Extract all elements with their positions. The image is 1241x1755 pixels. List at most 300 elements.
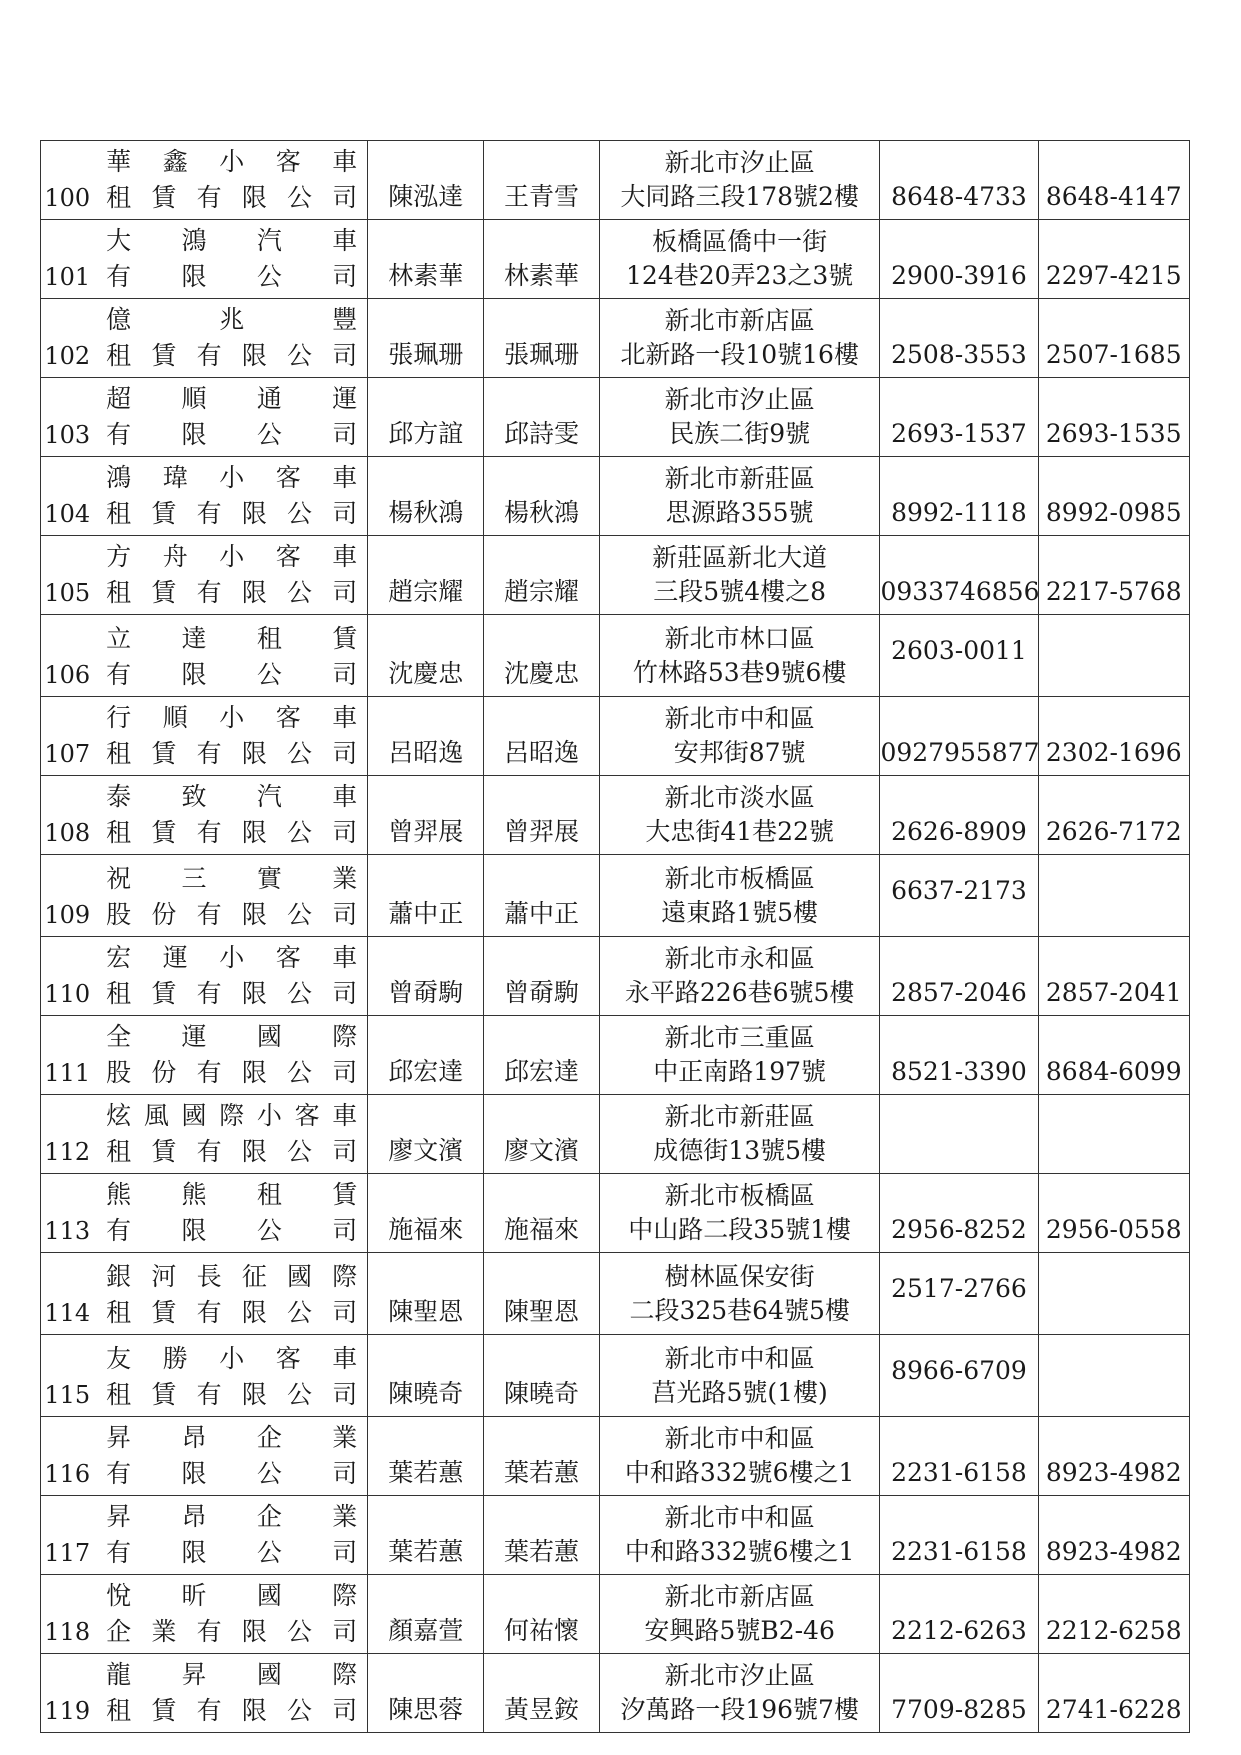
company-name-char: 限 bbox=[241, 1616, 267, 1646]
contact-cell bbox=[484, 457, 600, 536]
representative-name: 施福來 bbox=[388, 1215, 464, 1244]
company-name-char: 小 bbox=[219, 541, 245, 571]
phone-cell bbox=[880, 1496, 1038, 1575]
row-number bbox=[41, 457, 97, 536]
address-line-2: 竹林路53巷9號6樓 bbox=[632, 657, 847, 687]
company-name-char: 國 bbox=[256, 1659, 282, 1689]
phone-cell bbox=[880, 1654, 1038, 1733]
fax-cell bbox=[1038, 536, 1189, 615]
contact-cell bbox=[484, 1575, 600, 1654]
company-name-char: 租 bbox=[106, 1297, 132, 1327]
company-name-char: 公 bbox=[287, 498, 313, 528]
address-line-2: 民族二街9號 bbox=[669, 419, 811, 448]
company-name-char: 運 bbox=[162, 942, 188, 972]
phone-number: 2626-8909 bbox=[891, 817, 1027, 846]
representative-name: 邱宏達 bbox=[388, 1057, 464, 1086]
company-name-char: 征 bbox=[241, 1261, 267, 1291]
row-number-text: 116 bbox=[44, 1460, 91, 1488]
representative-name: 陳聖恩 bbox=[388, 1297, 464, 1326]
company-name-char: 友 bbox=[106, 1343, 132, 1373]
company-name-char: 司 bbox=[332, 1616, 358, 1646]
address-line-2: 大忠街41巷22號 bbox=[645, 817, 834, 846]
representative-cell bbox=[368, 536, 484, 615]
company-name-char: 公 bbox=[287, 978, 313, 1008]
company-name-line-2 bbox=[106, 495, 357, 531]
company-name-line-2 bbox=[106, 1054, 357, 1090]
company-name-char: 昕 bbox=[181, 1580, 207, 1610]
company-name-char: 熊 bbox=[106, 1179, 132, 1209]
representative-cell bbox=[368, 1095, 484, 1174]
representative-cell bbox=[368, 1253, 484, 1335]
company-name-line-1 bbox=[106, 1340, 357, 1376]
row-number-text: 100 bbox=[44, 184, 91, 212]
address-cell bbox=[599, 1417, 880, 1496]
table-row bbox=[41, 615, 1190, 697]
contact-name: 邱詩雯 bbox=[503, 419, 579, 448]
company-name-line-1 bbox=[106, 1419, 357, 1455]
phone-cell bbox=[880, 1016, 1038, 1095]
company-name-char: 公 bbox=[287, 1695, 313, 1725]
company-name-char: 客 bbox=[275, 541, 301, 571]
fax-cell bbox=[1038, 1174, 1189, 1253]
row-number-text: 105 bbox=[44, 579, 91, 607]
company-name-char: 限 bbox=[241, 498, 267, 528]
contact-cell bbox=[484, 1496, 600, 1575]
phone-cell bbox=[880, 141, 1038, 220]
row-number bbox=[41, 1335, 97, 1417]
row-number bbox=[41, 855, 97, 937]
company-name-char: 租 bbox=[106, 577, 132, 607]
phone-number: 7709-8285 bbox=[891, 1695, 1027, 1724]
representative-name: 楊秋鴻 bbox=[388, 498, 464, 527]
company-name-char: 限 bbox=[181, 1215, 207, 1245]
company-name-char: 公 bbox=[256, 419, 282, 449]
address-line-1: 新北市中和區 bbox=[664, 704, 815, 733]
company-name-char: 公 bbox=[256, 1537, 282, 1567]
company-name-char: 租 bbox=[106, 978, 132, 1008]
address-cell bbox=[599, 1335, 880, 1417]
fax-cell bbox=[1038, 776, 1189, 855]
fax-number: 2741-6228 bbox=[1045, 1695, 1182, 1724]
company-name-char: 賃 bbox=[151, 817, 177, 847]
phone-cell bbox=[880, 378, 1038, 457]
company-name-line-1 bbox=[106, 620, 357, 656]
company-name-char: 有 bbox=[196, 1057, 222, 1087]
company-name-line-2 bbox=[106, 1692, 357, 1728]
company-name-char: 司 bbox=[332, 1379, 358, 1409]
table-row bbox=[41, 1095, 1190, 1174]
company-name-char: 限 bbox=[241, 1297, 267, 1327]
row-number bbox=[41, 536, 97, 615]
company-name-line-1 bbox=[106, 380, 357, 416]
row-number bbox=[41, 1496, 97, 1575]
company-name-char: 車 bbox=[332, 942, 358, 972]
company-name-char: 長 bbox=[196, 1261, 222, 1291]
company-name-char: 租 bbox=[106, 340, 132, 370]
row-number bbox=[41, 1654, 97, 1733]
company-name-char: 龍 bbox=[106, 1659, 132, 1689]
company-name-char: 司 bbox=[332, 419, 358, 449]
fax-cell bbox=[1038, 378, 1189, 457]
company-name-line-1 bbox=[106, 1577, 357, 1613]
company-name-char: 公 bbox=[287, 1297, 313, 1327]
company-name-char: 租 bbox=[106, 1695, 132, 1725]
company-name-char: 鑫 bbox=[162, 146, 188, 176]
row-number-text: 110 bbox=[44, 980, 91, 1008]
contact-cell bbox=[484, 937, 600, 1016]
table-row bbox=[41, 1174, 1190, 1253]
address-line-2: 中山路二段35號1樓 bbox=[628, 1215, 852, 1244]
address-line-2: 遠東路1號5樓 bbox=[661, 897, 819, 927]
row-number bbox=[41, 1253, 97, 1335]
row-number bbox=[41, 220, 97, 299]
company-name-char: 客 bbox=[275, 462, 301, 492]
phone-cell bbox=[880, 776, 1038, 855]
company-name-char: 悅 bbox=[106, 1580, 132, 1610]
address-cell bbox=[599, 697, 880, 776]
company-name-char: 通 bbox=[256, 383, 282, 413]
company-name-char: 順 bbox=[181, 383, 207, 413]
contact-name: 陳曉奇 bbox=[503, 1379, 579, 1408]
contact-cell bbox=[484, 299, 600, 378]
representative-cell bbox=[368, 141, 484, 220]
company-name-char: 車 bbox=[332, 702, 358, 732]
company-name-line-2 bbox=[106, 814, 357, 850]
company-name-char: 有 bbox=[196, 817, 222, 847]
company-name-char: 賃 bbox=[151, 498, 177, 528]
representative-name: 陳曉奇 bbox=[388, 1379, 464, 1408]
phone-cell bbox=[880, 1335, 1038, 1417]
address-line-1: 新北市汐止區 bbox=[664, 1661, 815, 1690]
company-name-char: 億 bbox=[106, 304, 132, 334]
address-line-1: 新北市中和區 bbox=[664, 1503, 815, 1532]
company-name-char: 昇 bbox=[106, 1422, 132, 1452]
contact-cell bbox=[484, 1095, 600, 1174]
company-name-line-2 bbox=[106, 1613, 357, 1649]
contact-cell bbox=[484, 141, 600, 220]
phone-number: 2212-6263 bbox=[891, 1616, 1027, 1645]
company-name-line-2 bbox=[106, 1212, 357, 1248]
company-name-cell bbox=[96, 1253, 368, 1335]
contact-name: 趙宗耀 bbox=[503, 577, 579, 606]
fax-number: 8648-4147 bbox=[1045, 182, 1182, 211]
representative-name: 邱方誼 bbox=[388, 419, 464, 448]
representative-cell bbox=[368, 1496, 484, 1575]
company-name-char: 熊 bbox=[181, 1179, 207, 1209]
table-row bbox=[41, 457, 1190, 536]
representative-cell bbox=[368, 1654, 484, 1733]
row-number bbox=[41, 1174, 97, 1253]
fax-cell bbox=[1038, 1095, 1189, 1174]
company-name-char: 昂 bbox=[181, 1422, 207, 1452]
table-row bbox=[41, 299, 1190, 378]
row-number-text: 117 bbox=[44, 1539, 91, 1567]
phone-number: 2956-8252 bbox=[891, 1215, 1027, 1244]
representative-cell bbox=[368, 776, 484, 855]
company-name-char: 業 bbox=[332, 1501, 358, 1531]
representative-cell bbox=[368, 937, 484, 1016]
address-cell bbox=[599, 1654, 880, 1733]
phone-number: 8648-4733 bbox=[891, 182, 1027, 211]
row-number-text: 114 bbox=[44, 1299, 91, 1327]
address-line-2: 三段5號4樓之8 bbox=[653, 577, 827, 606]
fax-cell bbox=[1038, 1575, 1189, 1654]
company-list-sheet bbox=[40, 140, 1190, 1733]
company-name-char: 鴻 bbox=[106, 462, 132, 492]
table-row bbox=[41, 937, 1190, 1016]
company-name-char: 限 bbox=[241, 817, 267, 847]
company-name-cell bbox=[96, 220, 368, 299]
contact-cell bbox=[484, 1654, 600, 1733]
company-name-line-2 bbox=[106, 1534, 357, 1570]
company-name-line-2 bbox=[106, 416, 357, 452]
table-row bbox=[41, 1417, 1190, 1496]
fax-number: 8923-4982 bbox=[1045, 1458, 1182, 1487]
company-name-char: 車 bbox=[332, 225, 358, 255]
company-name-char: 豐 bbox=[332, 304, 358, 334]
address-line-1: 新北市中和區 bbox=[664, 1343, 815, 1373]
address-line-1: 新北市新莊區 bbox=[664, 464, 815, 493]
company-name-cell bbox=[96, 378, 368, 457]
contact-cell bbox=[484, 378, 600, 457]
address-line-2: 二段325巷64號5樓 bbox=[629, 1295, 850, 1325]
company-name-char: 車 bbox=[332, 146, 358, 176]
address-cell bbox=[599, 220, 880, 299]
company-name-char: 賃 bbox=[151, 1695, 177, 1725]
company-name-char: 司 bbox=[332, 738, 358, 768]
company-name-char: 有 bbox=[106, 1458, 132, 1488]
company-name-char: 超 bbox=[106, 383, 132, 413]
contact-cell bbox=[484, 220, 600, 299]
address-line-1: 新莊區新北大道 bbox=[652, 543, 828, 572]
company-name-char: 公 bbox=[287, 1136, 313, 1166]
company-name-cell bbox=[96, 1654, 368, 1733]
table-row bbox=[41, 1575, 1190, 1654]
company-name-char: 租 bbox=[106, 1379, 132, 1409]
row-number bbox=[41, 141, 97, 220]
company-name-char: 賃 bbox=[151, 182, 177, 212]
address-line-1: 新北市三重區 bbox=[664, 1023, 815, 1052]
company-name-char: 小 bbox=[219, 146, 245, 176]
address-cell bbox=[599, 141, 880, 220]
fax-number: 2217-5768 bbox=[1045, 577, 1182, 606]
contact-name: 林素華 bbox=[503, 261, 579, 290]
contact-name: 沈慶忠 bbox=[503, 659, 579, 688]
company-name-char: 企 bbox=[106, 1616, 132, 1646]
company-name-char: 有 bbox=[196, 182, 222, 212]
address-line-1: 樹林區保安街 bbox=[664, 1261, 815, 1291]
company-name-char: 車 bbox=[332, 462, 358, 492]
company-name-char: 公 bbox=[256, 261, 282, 291]
company-name-char: 租 bbox=[106, 738, 132, 768]
company-name-char: 際 bbox=[219, 1100, 245, 1130]
contact-cell bbox=[484, 697, 600, 776]
address-line-2: 汐萬路一段196號7樓 bbox=[620, 1695, 859, 1724]
company-name-char: 有 bbox=[196, 1379, 222, 1409]
company-name-line-1 bbox=[106, 538, 357, 574]
company-name-char: 汽 bbox=[256, 781, 282, 811]
company-name-char: 鴻 bbox=[181, 225, 207, 255]
company-name-char: 有 bbox=[106, 1215, 132, 1245]
company-name-char: 限 bbox=[241, 340, 267, 370]
company-name-char: 業 bbox=[151, 1616, 177, 1646]
table-row bbox=[41, 536, 1190, 615]
phone-cell bbox=[880, 615, 1038, 697]
company-name-line-2 bbox=[106, 574, 357, 610]
fax-cell bbox=[1038, 220, 1189, 299]
company-name-char: 際 bbox=[332, 1659, 358, 1689]
representative-name: 葉若蕙 bbox=[388, 1458, 464, 1487]
fax-number: 2302-1696 bbox=[1045, 738, 1182, 767]
contact-name: 葉若蕙 bbox=[503, 1458, 579, 1487]
row-number bbox=[41, 1417, 97, 1496]
company-name-char: 司 bbox=[332, 659, 358, 689]
company-name-char: 達 bbox=[181, 623, 207, 653]
company-name-char: 司 bbox=[332, 1297, 358, 1327]
row-number-text: 119 bbox=[44, 1697, 91, 1725]
company-name-char: 國 bbox=[256, 1580, 282, 1610]
company-name-char: 順 bbox=[162, 702, 188, 732]
company-name-cell bbox=[96, 937, 368, 1016]
company-name-line-2 bbox=[106, 179, 357, 215]
company-name-char: 限 bbox=[241, 738, 267, 768]
phone-number: 2517-2766 bbox=[891, 1274, 1027, 1303]
company-name-char: 限 bbox=[241, 577, 267, 607]
row-number bbox=[41, 697, 97, 776]
company-name-char: 司 bbox=[332, 978, 358, 1008]
row-number-text: 109 bbox=[44, 901, 91, 929]
company-name-char: 勝 bbox=[162, 1343, 188, 1373]
contact-name: 楊秋鴻 bbox=[503, 498, 579, 527]
company-name-char: 司 bbox=[332, 1537, 358, 1567]
company-name-char: 國 bbox=[287, 1261, 313, 1291]
representative-name: 曾奣駒 bbox=[388, 978, 464, 1007]
company-name-cell bbox=[96, 299, 368, 378]
address-cell bbox=[599, 1496, 880, 1575]
company-name-char: 限 bbox=[241, 1136, 267, 1166]
company-name-line-1 bbox=[106, 860, 357, 896]
company-name-char: 有 bbox=[196, 1695, 222, 1725]
company-name-cell bbox=[96, 457, 368, 536]
company-name-char: 際 bbox=[332, 1261, 358, 1291]
company-name-char: 司 bbox=[332, 817, 358, 847]
representative-name: 林素華 bbox=[388, 261, 464, 290]
fax-number: 2297-4215 bbox=[1045, 261, 1182, 290]
representative-name: 曾羿展 bbox=[388, 817, 464, 846]
representative-name: 張珮珊 bbox=[388, 340, 464, 369]
address-line-1: 新北市板橋區 bbox=[664, 863, 815, 893]
contact-name: 施福來 bbox=[503, 1215, 579, 1244]
company-name-line-1 bbox=[106, 222, 357, 258]
company-name-char: 賃 bbox=[151, 1297, 177, 1327]
address-line-2: 124巷20弄23之3號 bbox=[626, 261, 854, 290]
company-name-char: 公 bbox=[287, 577, 313, 607]
address-cell bbox=[599, 1095, 880, 1174]
fax-cell bbox=[1038, 937, 1189, 1016]
company-name-char: 昇 bbox=[106, 1501, 132, 1531]
address-cell bbox=[599, 776, 880, 855]
fax-cell bbox=[1038, 1496, 1189, 1575]
table-row bbox=[41, 855, 1190, 937]
company-name-char: 際 bbox=[332, 1021, 358, 1051]
address-line-2: 成德街13號5樓 bbox=[653, 1136, 827, 1165]
company-name-char: 賃 bbox=[151, 1379, 177, 1409]
company-name-char: 國 bbox=[181, 1100, 207, 1130]
row-number-text: 102 bbox=[44, 342, 91, 370]
table-row bbox=[41, 1654, 1190, 1733]
company-name-char: 風 bbox=[143, 1100, 169, 1130]
phone-cell bbox=[880, 1417, 1038, 1496]
representative-cell bbox=[368, 457, 484, 536]
company-name-char: 實 bbox=[256, 863, 282, 893]
address-cell bbox=[599, 855, 880, 937]
company-name-char: 汽 bbox=[256, 225, 282, 255]
company-name-line-2 bbox=[106, 735, 357, 771]
company-name-line-1 bbox=[106, 699, 357, 735]
contact-cell bbox=[484, 1253, 600, 1335]
phone-number: 2900-3916 bbox=[891, 261, 1027, 290]
phone-cell bbox=[880, 1095, 1038, 1174]
phone-cell bbox=[880, 457, 1038, 536]
contact-name: 廖文濱 bbox=[503, 1136, 579, 1165]
address-line-1: 新北市永和區 bbox=[664, 944, 815, 973]
phone-number: 2857-2046 bbox=[891, 978, 1027, 1007]
company-name-char: 際 bbox=[332, 1580, 358, 1610]
company-name-char: 舟 bbox=[162, 541, 188, 571]
company-name-cell bbox=[96, 855, 368, 937]
address-line-1: 新北市汐止區 bbox=[664, 148, 815, 177]
row-number-text: 118 bbox=[44, 1618, 91, 1646]
company-name-char: 全 bbox=[106, 1021, 132, 1051]
phone-number: 0927955877 bbox=[880, 738, 1040, 767]
row-number bbox=[41, 1575, 97, 1654]
company-name-char: 公 bbox=[287, 738, 313, 768]
company-name-char: 公 bbox=[287, 1379, 313, 1409]
company-name-char: 國 bbox=[256, 1021, 282, 1051]
company-name-char: 小 bbox=[219, 462, 245, 492]
company-name-line-2 bbox=[106, 656, 357, 692]
company-name-line-1 bbox=[106, 1176, 357, 1212]
company-name-char: 租 bbox=[256, 1179, 282, 1209]
company-name-char: 車 bbox=[332, 781, 358, 811]
table-row bbox=[41, 776, 1190, 855]
company-name-char: 有 bbox=[196, 340, 222, 370]
representative-cell bbox=[368, 1417, 484, 1496]
company-name-char: 小 bbox=[256, 1100, 282, 1130]
company-name-char: 限 bbox=[241, 182, 267, 212]
address-line-2: 莒光路5號(1樓) bbox=[651, 1377, 828, 1407]
contact-cell bbox=[484, 536, 600, 615]
company-name-char: 租 bbox=[106, 498, 132, 528]
company-name-char: 公 bbox=[287, 1616, 313, 1646]
phone-cell bbox=[880, 299, 1038, 378]
representative-cell bbox=[368, 1174, 484, 1253]
address-line-2: 北新路一段10號16樓 bbox=[620, 340, 859, 369]
company-name-char: 限 bbox=[241, 1695, 267, 1725]
contact-name: 曾羿展 bbox=[503, 817, 579, 846]
table-row bbox=[41, 697, 1190, 776]
address-line-1: 新北市板橋區 bbox=[664, 1181, 815, 1210]
company-name-line-1 bbox=[106, 459, 357, 495]
representative-cell bbox=[368, 855, 484, 937]
company-name-char: 行 bbox=[106, 702, 132, 732]
company-name-cell bbox=[96, 1496, 368, 1575]
fax-cell bbox=[1038, 1654, 1189, 1733]
company-name-char: 昂 bbox=[181, 1501, 207, 1531]
contact-cell bbox=[484, 855, 600, 937]
representative-cell bbox=[368, 220, 484, 299]
fax-cell bbox=[1038, 1335, 1189, 1417]
